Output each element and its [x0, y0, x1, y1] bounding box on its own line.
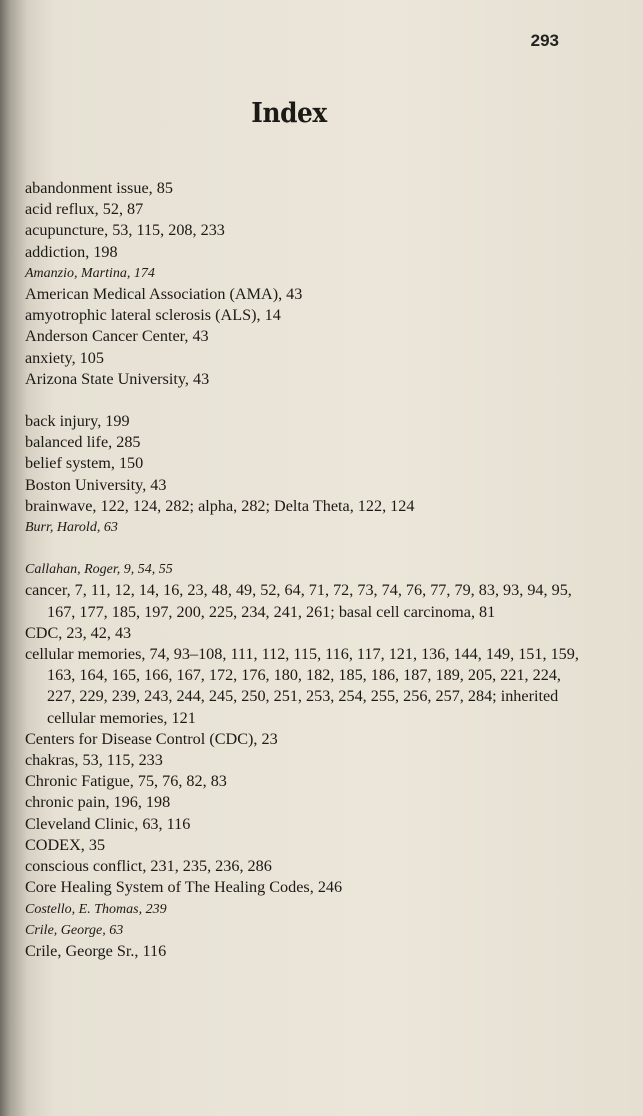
index-entry: anxiety, 105 [25, 348, 104, 367]
index-entry: Arizona State University, 43 [25, 369, 210, 388]
index-entry: chakras, 53, 115, 233 [25, 751, 163, 770]
page-number: 293 [530, 31, 559, 50]
index-entry: Burr, Harold, 63 [25, 520, 118, 536]
index-entry: Boston University, 43 [25, 475, 167, 494]
index-list [25, 178, 585, 962]
index-entry: amyotrophic lateral sclerosis (ALS), 14 [25, 306, 281, 325]
index-entry: Centers for Disease Control (CDC), 23 [25, 729, 278, 748]
index-entry: Crile, George Sr., 116 [25, 941, 167, 960]
index-entry: abandonment issue, 85 [25, 179, 173, 197]
index-entry: balanced life, 285 [25, 433, 141, 452]
index-group [25, 178, 585, 390]
index-entry: cellular memories, 74, 93–108, 111, 112, 115, 116, 117, 121, 136, 144, 149, 151, 159, 163, 164, 165, 166, 167, 172, 176, 180, 182, 185, 186, 187, 189, 205, 221, 224, 227, 229, 239, 243, 244, 245, 250, 251, 253, 254, 255, 256, 257, 284; inherited cellular memories, 121 [25, 645, 579, 727]
index-entry: addiction, 198 [25, 242, 118, 261]
index-group [25, 559, 585, 962]
index-entry: Core Healing System of The Healing Codes, 246 [25, 878, 343, 897]
index-group [25, 411, 585, 538]
index-entry: Callahan, Roger, 9, 54, 55 [25, 562, 173, 578]
index-entry: brainwave, 122, 124, 282; alpha, 282; Delta Theta, 122, 124 [25, 496, 415, 515]
index-entry: chronic pain, 196, 198 [25, 793, 171, 812]
index-entry: Cleveland Clinic, 63, 116 [25, 814, 191, 833]
index-entry: conscious conflict, 231, 235, 236, 286 [25, 857, 272, 876]
page-title: Index [251, 98, 327, 129]
index-entry: Anderson Cancer Center, 43 [25, 327, 209, 346]
index-entry: belief system, 150 [25, 454, 144, 473]
group-spacer [25, 390, 585, 411]
index-entry: cancer, 7, 11, 12, 14, 16, 23, 48, 49, 52, 64, 71, 72, 73, 74, 76, 77, 79, 83, 93, 94, 95, 167, 177, 185, 197, 200, 225, 234, 241, 261; basal cell carcinoma, 81 [25, 581, 572, 621]
index-entry: back injury, 199 [25, 412, 130, 431]
index-entry: Costello, E. Thomas, 239 [25, 901, 167, 917]
index-entry: CDC, 23, 42, 43 [25, 623, 132, 642]
index-entry: Amanzio, Martina, 174 [25, 265, 155, 281]
index-entry: American Medical Association (AMA), 43 [25, 285, 303, 304]
index-entry: Chronic Fatigue, 75, 76, 82, 83 [25, 772, 227, 791]
index-entry: CODEX, 35 [25, 835, 106, 854]
index-entry: acupuncture, 53, 115, 208, 233 [25, 221, 225, 240]
index-entry: Crile, George, 63 [25, 922, 124, 938]
group-spacer [25, 538, 585, 559]
index-entry: acid reflux, 52, 87 [25, 200, 144, 219]
